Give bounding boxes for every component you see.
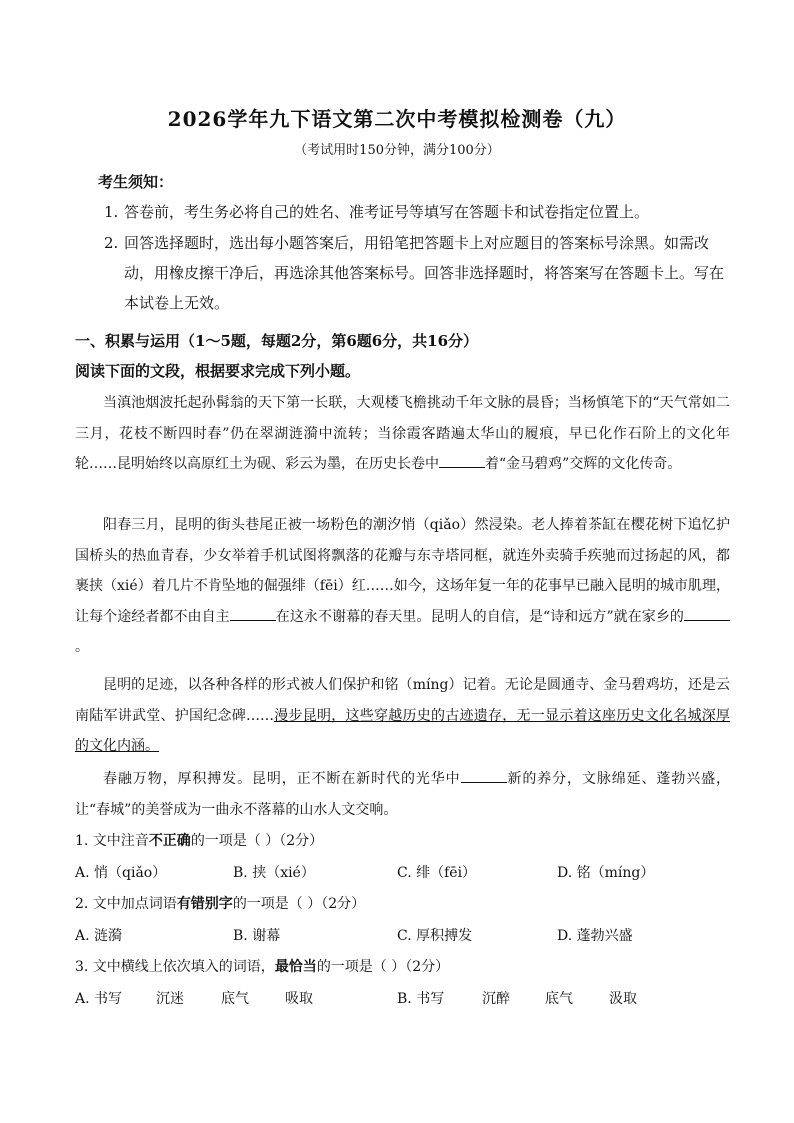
passage-text: 新的养分，文脉绵延、蓬勃兴盛，让“春城”的美誉成为一曲永不落幕的山水人文交响。 [75,771,731,818]
fill-blank-4 [461,768,507,783]
question-text: 3. 文中横线上依次填入的词语， [75,959,275,975]
q2-option-a[interactable]: A. 涟漪 [75,928,123,944]
q1-option-d[interactable]: D. 铭（míng） [557,865,655,881]
question-emphasis: 有错别字 [176,896,233,912]
page-title: 2026学年九下语文第二次中考模拟检测卷（九） [167,107,627,131]
q1-option-b[interactable]: B. 挟（xié） [233,865,315,881]
notice-item-2 [104,228,744,320]
question-emphasis: 不正确 [148,833,191,849]
q2-option-c[interactable]: C. 厚积搏发 [397,928,473,944]
q1-option-c[interactable]: C. 绯（fēi） [397,865,477,881]
passage-text: 春融万物，厚积搏发。昆明，正不断在新时代的光华中 [103,771,461,787]
option-word: 吸取 [285,991,313,1007]
question-text: 的一项是（ ）（2分） [316,959,450,975]
option-word: 汲取 [609,991,637,1007]
passage-text: 。 [75,639,89,655]
passage-text: 阳春三月，昆明的街头巷尾正被一场粉色的潮汐悄（qiǎo）然浸染。老人捧着茶缸在樱花树下追忆护国桥头的热血青春，少女举着手机试图将飘落的花瓣与东寺塔同框，就连外卖骑手疾驰而过扬起的风，都裹挟（xié）着几片不肯坠地的倔强绯（fēi）红……如今，这场年复一年的花事早已融入昆明的城市肌理，让每个途经者都不由自主 [75,517,730,625]
question-1 [75,830,323,850]
notice-heading: 考生须知： [98,173,174,191]
option-word: 沉醉 [482,991,510,1007]
passage-paragraph-2 [75,510,730,663]
option-word: 底气 [545,991,573,1007]
passage-paragraph-1 [75,388,730,480]
passage-text: 当滇池烟波托起孙髯翁的天下第一长联，大观楼飞檐挑动千年文脉的晨昏；当杨慎笔下的“天气常如二三月，花枝不断四时春”仍在翠湖涟漪中流转；当徐霞客踏遍太华山的履痕，早已化作石阶上的文化年轮……昆明始终以高原红土为砚、彩云为墨，在历史长卷中 [75,395,730,472]
passage-paragraph-4 [75,764,730,825]
q2-option-d[interactable]: D. 蓬勃兴盛 [557,928,633,944]
passage-text: 昆明的足迹，以各种各样的形式被人们保护和铭（míng）记着。无论是圆通寺、金马碧鸡坊，还是云南陆军讲武堂、护国纪念碑…… [75,677,730,724]
question-3 [75,956,449,976]
question-emphasis: 最恰当 [274,959,317,975]
question-text: 的一项是（ ）（2分） [190,833,324,849]
q1-option-a[interactable]: A. 悄（qiǎo） [75,865,167,881]
option-word: 底气 [221,991,249,1007]
option-word: 沉迷 [156,991,184,1007]
fill-blank-1 [439,453,485,468]
notice-item-text: 答卷前，考生务必将自己的姓名、准考证号等填写在答题卡和试卷指定位置上。 [124,203,650,221]
passage-text: 在这永不谢幕的春天里。昆明人的自信，是“诗和远方”就在家乡的 [275,608,684,625]
page-subtitle: （考试用时150分钟，满分100分） [294,143,500,158]
notice-item-text: 回答选择题时，选出每小题答案后，用铅笔把答题卡上对应题目的答案标号涂黑。如需改动，用橡皮擦干净后，再选涂其他答案标号。回答非选择题时，将答案写在答题卡上。写在本试卷上无效。 [124,234,725,312]
question-2 [75,893,365,913]
question-text: 2. 文中加点词语 [75,896,177,912]
passage-text: 着“金马碧鸡”交辉的文化传奇。 [485,456,682,472]
option-word: A. 书写 [75,991,123,1007]
question-text: 的一项是（ ）（2分） [232,896,366,912]
q3-option-a[interactable] [75,988,313,1008]
q2-option-b[interactable]: B. 谢幕 [233,928,281,944]
section-instruction: 阅读下面的文段，根据要求完成下列小题。 [75,362,361,380]
q3-option-b[interactable] [397,988,637,1008]
fill-blank-3 [684,606,730,621]
option-word: B. 书写 [397,991,445,1007]
question-text: 1. 文中注音 [75,833,149,849]
notice-item-number: 2. [104,234,119,252]
underlined-sentence: 漫步昆明，这些穿越历史的古迹遗存，无一显示着这座历史文化名城深厚的文化内涵。 [75,707,730,754]
notice-item-1 [104,197,744,227]
passage-paragraph-3 [75,670,730,762]
notice-item-number: 1. [104,203,119,221]
section-heading: 一、积累与运用（1～5题，每题2分，第6题6分，共16分） [75,332,479,350]
fill-blank-2 [230,606,276,621]
